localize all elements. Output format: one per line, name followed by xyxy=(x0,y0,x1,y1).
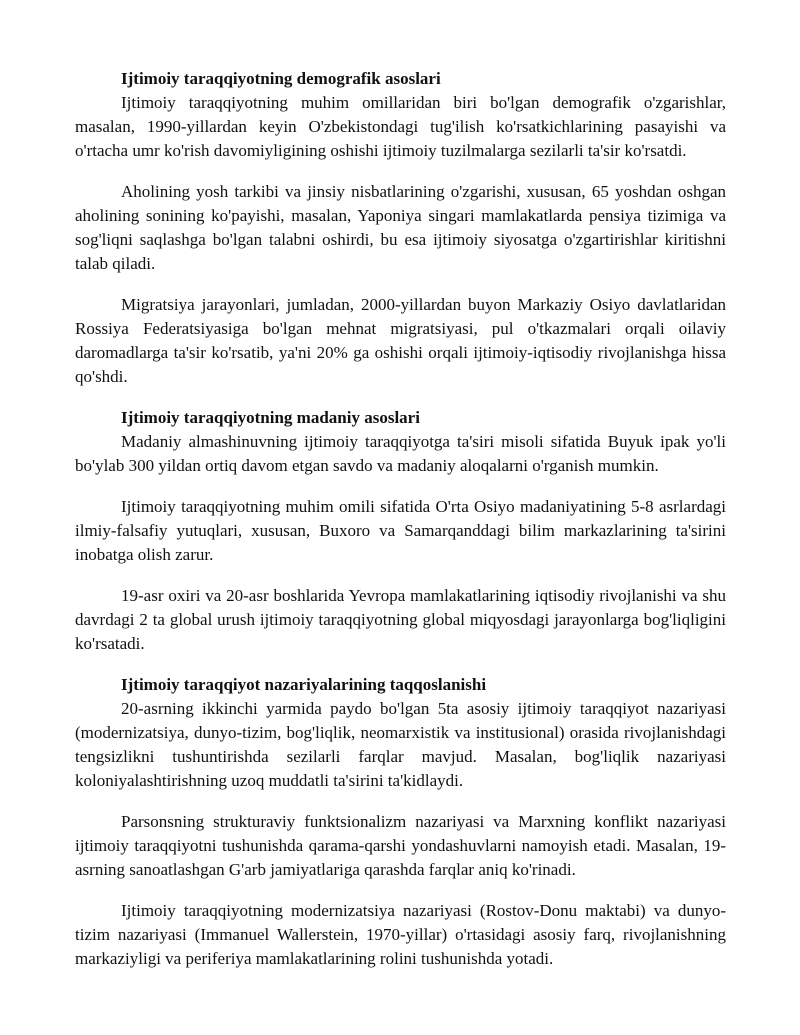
section-theories xyxy=(75,673,726,971)
section-heading: Ijtimoiy taraqqiyotning demografik asoslari xyxy=(121,69,441,88)
section-demographic xyxy=(75,67,726,389)
paragraph: 19-asr oxiri va 20-asr boshlarida Yevropa mamlakatlarining iqtisodiy rivojlanishi va shu davrdagi 2 ta global urush ijtimoiy taraqqiyotning global miqyosdagi jarayonlarga bog'liqligini ko'rsatadi. xyxy=(75,586,726,653)
section-cultural xyxy=(75,406,726,656)
section-heading: Ijtimoiy taraqqiyotning madaniy asoslari xyxy=(121,408,420,427)
paragraph: Parsonsning strukturaviy funktsionalizm nazariyasi va Marxning konflikt nazariyasi ijtimoiy taraqqiyotni tushunishda qarama-qarshi yondashuvlarni namoyish etadi. Masalan, 19-asrning sanoatlashgan G'arb jamiyatlariga qarashda farqlar aniq ko'rinadi. xyxy=(75,812,726,879)
section-heading: Ijtimoiy taraqqiyot nazariyalarining taqqoslanishi xyxy=(121,675,487,694)
paragraph: Aholining yosh tarkibi va jinsiy nisbatlarining o'zgarishi, xususan, 65 yoshdan oshgan aholining sonining ko'payishi, masalan, Yaponiya singari mamlakatlarda pensiya tizimiga va sog'liqni saqlashga bo'lgan talabni oshirdi, bu esa ijtimoiy siyosatga o'zgartirishlar kiritishni talab qiladi. xyxy=(75,182,726,273)
paragraph: Ijtimoiy taraqqiyotning modernizatsiya nazariyasi (Rostov-Donu maktabi) va dunyo-tizim nazariyasi (Immanuel Wallerstein, 1970-yillar) o'rtasidagi asosiy farq, rivojlanishning markaziyligi va periferiya mamlakatlarining rolini tushunishda yotadi. xyxy=(75,901,726,968)
paragraph: 20-asrning ikkinchi yarmida paydo bo'lgan 5ta asosiy ijtimoiy taraqqiyot nazariyasi (modernizatsiya, dunyo-tizim, bog'liqlik, neomarxistik va institusional) orasida rivojlanishdagi tengsizlikni tushuntirishda sezilarli farqlar mavjud. Masalan, bog'liqlik nazariyasi koloniyalashtirishning uzoq muddatli ta'sirini ta'kidlaydi. xyxy=(75,699,726,790)
paragraph: Migratsiya jarayonlari, jumladan, 2000-yillardan buyon Markaziy Osiyo davlatlaridan Rossiya Federatsiyasiga bo'lgan mehnat migratsiyasi, pul o'tkazmalari orqali oilaviy daromadlarga ta'sir ko'rsatib, ya'ni 20% ga oshishi orqali ijtimoiy-iqtisodiy rivojlanishga hissa qo'shdi. xyxy=(75,295,726,386)
paragraph: Ijtimoiy taraqqiyotning muhim omillaridan biri bo'lgan demografik o'zgarishlar, masalan, 1990-yillardan keyin O'zbekistondagi tug'ilish ko'rsatkichlarining pasayishi va o'rtacha umr ko'rish davomiyligining oshishi ijtimoiy tuzilmalarga sezilarli ta'sir ko'rsatdi. xyxy=(75,93,726,160)
paragraph: Madaniy almashinuvning ijtimoiy taraqqiyotga ta'siri misoli sifatida Buyuk ipak yo'li bo'ylab 300 yildan ortiq davom etgan savdo va madaniy aloqalarni o'rganish mumkin. xyxy=(75,432,726,475)
paragraph: Ijtimoiy taraqqiyotning muhim omili sifatida O'rta Osiyo madaniyatining 5-8 asrlardagi ilmiy-falsafiy yutuqlari, xususan, Buxoro va Samarqanddagi bilim markazlarining ta'sirini inobatga olish zarur. xyxy=(75,497,726,564)
